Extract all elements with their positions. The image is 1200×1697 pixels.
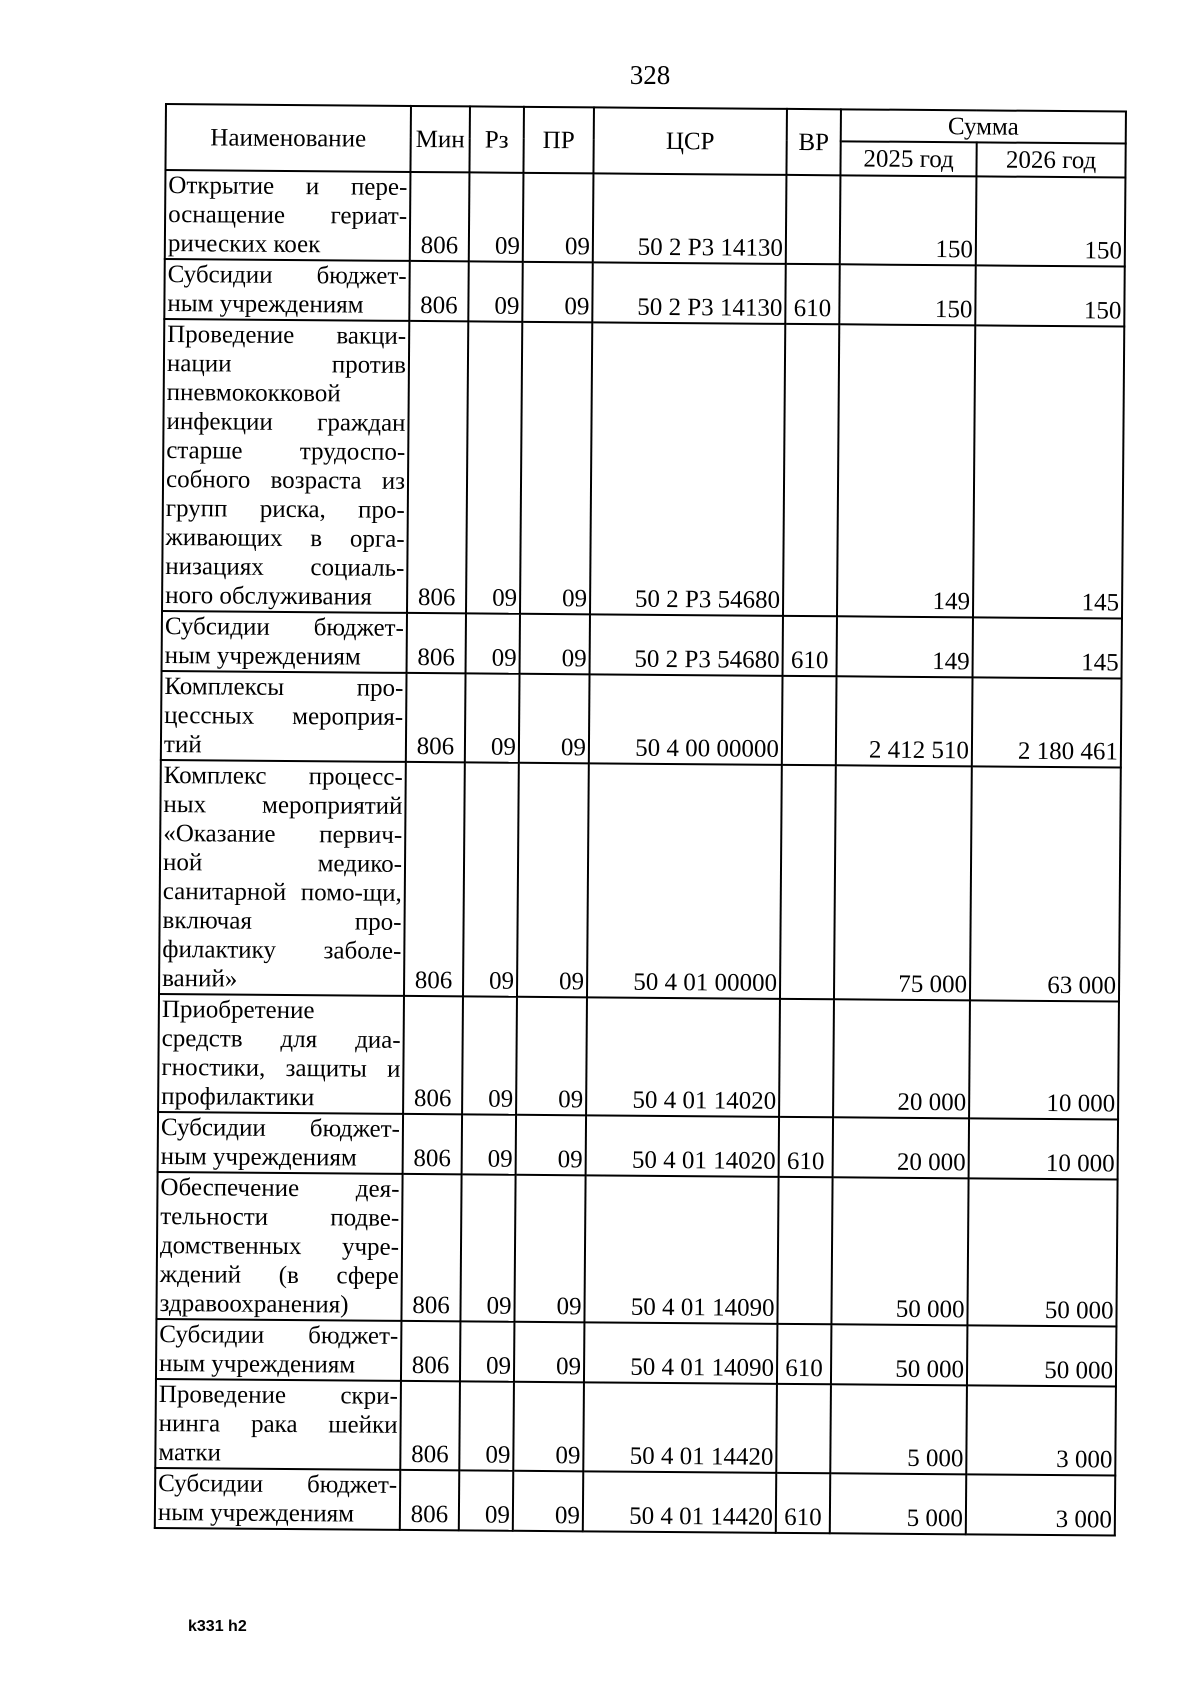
vr-cell: [782, 676, 837, 765]
sum-2026-cell: 145: [973, 617, 1122, 678]
csr-cell: 50 4 01 14420: [583, 1382, 777, 1473]
sum-2025-cell: 5 000: [830, 1473, 966, 1534]
sum-2025-cell: 150: [840, 175, 977, 265]
header-csr: ЦСР: [593, 107, 787, 175]
min-cell: 806: [410, 172, 470, 261]
pr-cell: 09: [522, 262, 592, 323]
vr-cell: [786, 175, 841, 264]
sum-2026-cell: 150: [976, 176, 1126, 266]
csr-cell: 50 4 01 14020: [586, 997, 780, 1117]
name-cell: Субсидии бюджет-ным учреждениям: [158, 1112, 403, 1174]
sum-2026-cell: 50 000: [967, 1178, 1117, 1326]
rz-cell: 09: [466, 321, 522, 613]
min-cell: 806: [409, 261, 468, 321]
page-number: 328: [629, 60, 671, 90]
budget-table: [154, 103, 1127, 1537]
name-cell: Обеспечение дея-тельности подве-домственных учре-ждений (в сфере здравоохранения): [156, 1172, 402, 1321]
header-vr: ВР: [786, 109, 841, 175]
table-row: [155, 1468, 1115, 1536]
header-sum: Сумма: [841, 109, 1126, 143]
rz-cell: 09: [459, 1470, 513, 1530]
rz-cell: 09: [463, 762, 519, 996]
csr-cell: 50 2 Р3 54680: [590, 614, 783, 676]
table-row: [164, 259, 1124, 327]
rz-cell: 09: [466, 613, 520, 673]
rz-cell: 09: [462, 996, 517, 1114]
sum-2026-cell: 145: [973, 325, 1124, 618]
sum-2026-cell: 10 000: [969, 1118, 1118, 1179]
name-cell: Субсидии бюджет-ным учреждениям: [162, 611, 407, 673]
table-row: [159, 760, 1121, 1002]
name-cell: Субсидии бюджет-ным учреждениям: [155, 1468, 400, 1530]
rz-cell: 09: [460, 1174, 515, 1321]
footer-code: k331 h2: [188, 1618, 247, 1635]
header-year-2025: 2025 год: [840, 141, 976, 176]
vr-cell: 610: [776, 1473, 830, 1533]
min-cell: 806: [400, 1381, 460, 1470]
min-cell: 806: [406, 673, 466, 762]
csr-cell: 50 4 01 14420: [583, 1471, 776, 1533]
table-row: [158, 994, 1119, 1120]
table-row: [158, 1112, 1118, 1180]
table-row: [161, 671, 1122, 768]
name-cell: Проведение вакци-нации против пневмококковой инфекции граждан старше трудоспо-собного возраста из групп риска, про-живающих в орга-низациях социаль-ного обслуживания: [162, 319, 409, 613]
min-cell: 806: [403, 1114, 462, 1174]
table-body: [155, 170, 1126, 1535]
table-row: [155, 1379, 1116, 1476]
min-cell: 806: [407, 321, 468, 613]
csr-cell: 50 2 Р3 14130: [592, 262, 785, 324]
sum-2025-cell: 150: [839, 264, 975, 325]
sum-2026-cell: 10 000: [969, 1000, 1119, 1119]
vr-cell: 610: [777, 1324, 831, 1384]
header-name: Наименование: [165, 104, 411, 172]
pr-cell: 09: [520, 322, 592, 615]
table-row: [162, 611, 1122, 679]
vr-cell: 610: [785, 264, 839, 324]
table-header: [165, 104, 1126, 178]
pr-cell: 09: [517, 763, 589, 998]
pr-cell: 09: [516, 997, 587, 1116]
rz-cell: 09: [462, 1114, 516, 1174]
pr-cell: 09: [513, 1471, 583, 1532]
table-row: [162, 319, 1124, 619]
sum-2025-cell: 149: [837, 616, 973, 677]
name-cell: Субсидии бюджет-ным учреждениям: [156, 1319, 401, 1381]
sum-2025-cell: 50 000: [831, 1177, 968, 1325]
header-rz: Рз: [469, 106, 524, 172]
pr-cell: 09: [523, 173, 594, 263]
csr-cell: 50 4 01 14090: [584, 1322, 777, 1384]
sum-2026-cell: 50 000: [967, 1325, 1116, 1386]
csr-cell: 50 2 Р3 14130: [593, 173, 787, 264]
name-cell: Комплекс процесс-ных мероприятий «Оказание первич-ной медико-санитарной помо-щи, включая про-филактику заболе-ваний»: [159, 760, 406, 996]
header-year-2026: 2026 год: [976, 142, 1125, 177]
sum-2026-cell: 3 000: [966, 1385, 1116, 1475]
vr-cell: [779, 999, 834, 1117]
rz-cell: 09: [459, 1381, 514, 1470]
sum-2025-cell: 2 412 510: [836, 676, 973, 766]
vr-cell: [783, 324, 839, 616]
csr-cell: 50 4 00 00000: [589, 674, 783, 765]
name-cell: Приобретение средств для диа-гностики, защиты и профилактики: [158, 994, 404, 1114]
pr-cell: 09: [520, 614, 590, 675]
rz-cell: 09: [465, 673, 520, 762]
sum-2025-cell: 20 000: [833, 1117, 969, 1178]
min-cell: 806: [400, 1470, 459, 1530]
min-cell: 806: [401, 1174, 461, 1321]
name-cell: Комплексы про-цессных мероприя-тий: [161, 671, 407, 762]
table-row: [156, 1319, 1116, 1387]
csr-cell: 50 4 01 14020: [586, 1115, 779, 1177]
rz-cell: 09: [468, 261, 522, 321]
csr-cell: 50 2 Р3 54680: [590, 322, 785, 616]
sum-2025-cell: 149: [837, 324, 975, 617]
name-cell: Субсидии бюджет-ным учреждениям: [164, 259, 409, 321]
min-cell: 806: [404, 762, 465, 996]
pr-cell: 09: [514, 1322, 584, 1383]
vr-cell: [780, 765, 836, 999]
name-cell: Проведение скри-нинга рака шейки матки: [155, 1379, 401, 1470]
name-cell: Открытие и пере-оснащение гериат-рических коек: [165, 170, 411, 261]
min-cell: 806: [401, 1321, 460, 1381]
pr-cell: 09: [519, 674, 590, 764]
sum-2025-cell: 75 000: [834, 765, 972, 1000]
table-row: [156, 1172, 1117, 1327]
pr-cell: 09: [513, 1382, 584, 1472]
table-row: [165, 170, 1126, 267]
header-pr: ПР: [523, 107, 594, 174]
pr-cell: 09: [514, 1175, 585, 1323]
sum-2025-cell: 20 000: [833, 999, 970, 1118]
rz-cell: 09: [460, 1321, 514, 1381]
rz-cell: 09: [469, 172, 524, 261]
vr-cell: [777, 1177, 832, 1324]
sum-2026-cell: 2 180 461: [972, 677, 1122, 767]
sum-2025-cell: 5 000: [830, 1384, 967, 1474]
sum-2026-cell: 150: [975, 265, 1124, 326]
sum-2026-cell: 3 000: [966, 1474, 1115, 1535]
vr-cell: 610: [779, 1117, 833, 1177]
csr-cell: 50 4 01 00000: [587, 763, 782, 999]
sum-2025-cell: 50 000: [831, 1324, 967, 1385]
sum-2026-cell: 63 000: [970, 766, 1121, 1001]
min-cell: 806: [407, 613, 466, 673]
min-cell: 806: [403, 996, 463, 1114]
csr-cell: 50 4 01 14090: [584, 1175, 778, 1324]
header-min: Мин: [410, 106, 470, 172]
vr-cell: [776, 1384, 831, 1473]
pr-cell: 09: [516, 1115, 586, 1176]
vr-cell: 610: [783, 616, 837, 676]
